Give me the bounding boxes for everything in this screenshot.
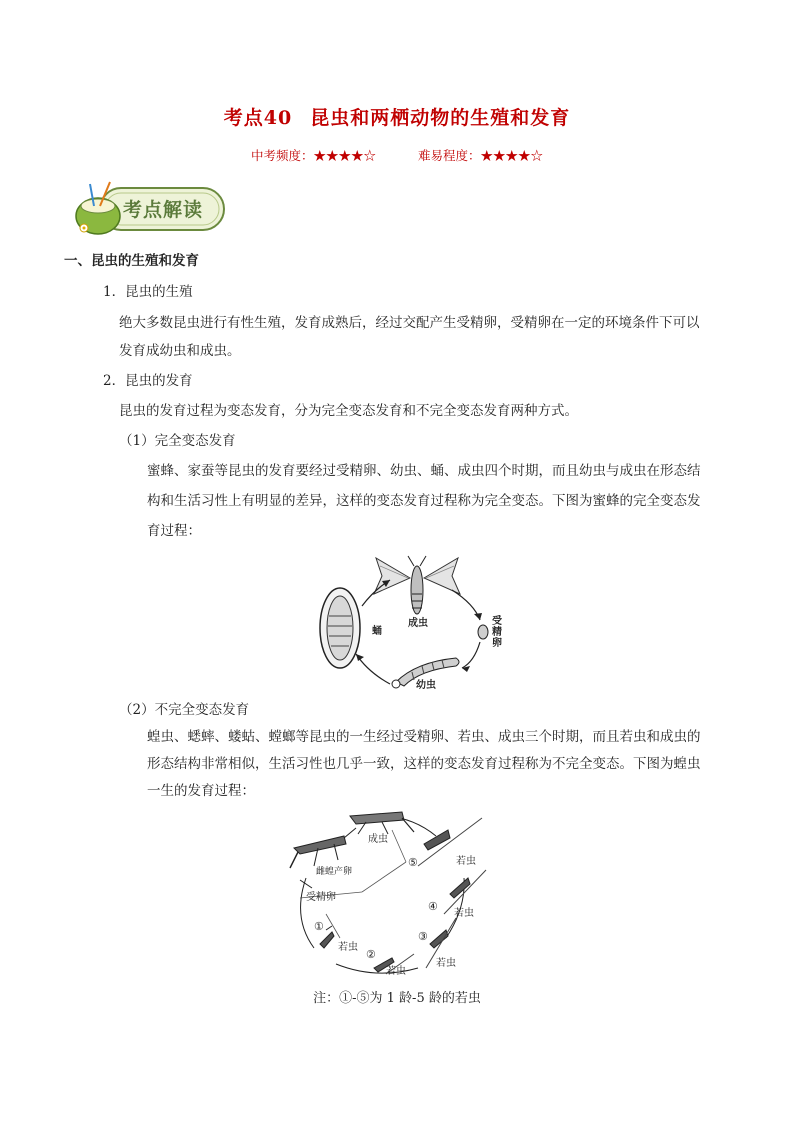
sub1-line3: 育过程： xyxy=(147,523,201,539)
bee-metamorphosis-figure xyxy=(316,550,506,690)
label-adult: 成虫 xyxy=(368,834,388,845)
pupa-icon xyxy=(320,588,360,668)
item2-title: 2．昆虫的发育 xyxy=(103,373,193,389)
egg-icon xyxy=(478,625,488,639)
item1-line2: 发育成幼虫和成虫。 xyxy=(119,343,241,359)
item1-line1: 绝大多数昆虫进行有性生殖，发育成熟后，经过交配产生受精卵，受精卵在一定的环境条件下可以 xyxy=(119,315,700,331)
label-larva: 幼虫 xyxy=(416,680,436,691)
meta-line xyxy=(0,146,794,164)
label-nymph-1: 若虫 xyxy=(338,942,358,953)
label-egg xyxy=(492,616,502,649)
label-egg-2: 精 xyxy=(492,627,502,638)
section-banner xyxy=(70,180,228,238)
sub1-line2: 构和生活习性上有明显的差异，这样的变态发育过程称为完全变态。下图为蜜蜂的完全变态发 xyxy=(147,493,701,509)
title-text: 昆虫和两栖动物的生殖和发育 xyxy=(310,107,571,129)
label-egg-3: 卵 xyxy=(492,638,502,649)
item2-intro: 昆虫的发育过程为变态发育，分为完全变态发育和不完全变态发育两种方式。 xyxy=(119,403,578,419)
stage-number-1: ① xyxy=(314,920,324,933)
label-nymph-4: 若虫 xyxy=(454,908,474,919)
label-nymph-2: 若虫 xyxy=(386,966,406,977)
label-egg-1: 受 xyxy=(492,616,502,627)
stage-number-3: ③ xyxy=(418,930,428,943)
banner-text: 考点解读 xyxy=(123,199,204,221)
label-adult: 成虫 xyxy=(408,618,428,629)
item1-title: 1．昆虫的生殖 xyxy=(103,284,193,300)
sub2-line1: 蝗虫、蟋蟀、蝼蛄、螳螂等昆虫的一生经过受精卵、若虫、成虫三个时期，而且若虫和成虫的 xyxy=(147,729,701,745)
label-nymph-3: 若虫 xyxy=(436,958,456,969)
difficulty: 难易程度：★★★★☆ xyxy=(418,148,544,163)
sub2-title: （2）不完全变态发育 xyxy=(119,702,250,718)
label-laying: 雌蝗产卵 xyxy=(316,867,353,877)
stage-number-2: ② xyxy=(366,948,376,961)
title-number: 考点40 xyxy=(223,107,293,129)
figure-caption: 注：①-⑤为 1 龄-5 龄的若虫 xyxy=(313,991,481,1006)
stage-number-4: ④ xyxy=(428,900,438,913)
label-egg: 受精卵 xyxy=(306,892,336,903)
section-heading: 一、昆虫的生殖和发育 xyxy=(64,253,199,269)
sub1-line1: 蜜蜂、家蚕等昆虫的发育要经过受精卵、幼虫、蛹、成虫四个时期，而且幼虫与成虫在形态结 xyxy=(147,463,701,479)
stage-number-5: ⑤ xyxy=(408,856,418,869)
sub2-line2: 形态结构非常相似，生活习性也几乎一致，这样的变态发育过程称为不完全变态。下图为蝗虫 xyxy=(147,756,701,772)
exam-frequency: 中考频度：★★★★☆ xyxy=(250,148,376,163)
label-nymph-5: 若虫 xyxy=(456,856,476,867)
sub2-line3: 一生的发育过程： xyxy=(147,783,255,799)
page-title xyxy=(0,103,794,130)
sub1-title: （1）完全变态发育 xyxy=(119,433,236,449)
locust-metamorphosis-figure xyxy=(286,808,498,980)
label-pupa: 蛹 xyxy=(372,626,382,637)
laying-locust-icon xyxy=(290,828,356,868)
